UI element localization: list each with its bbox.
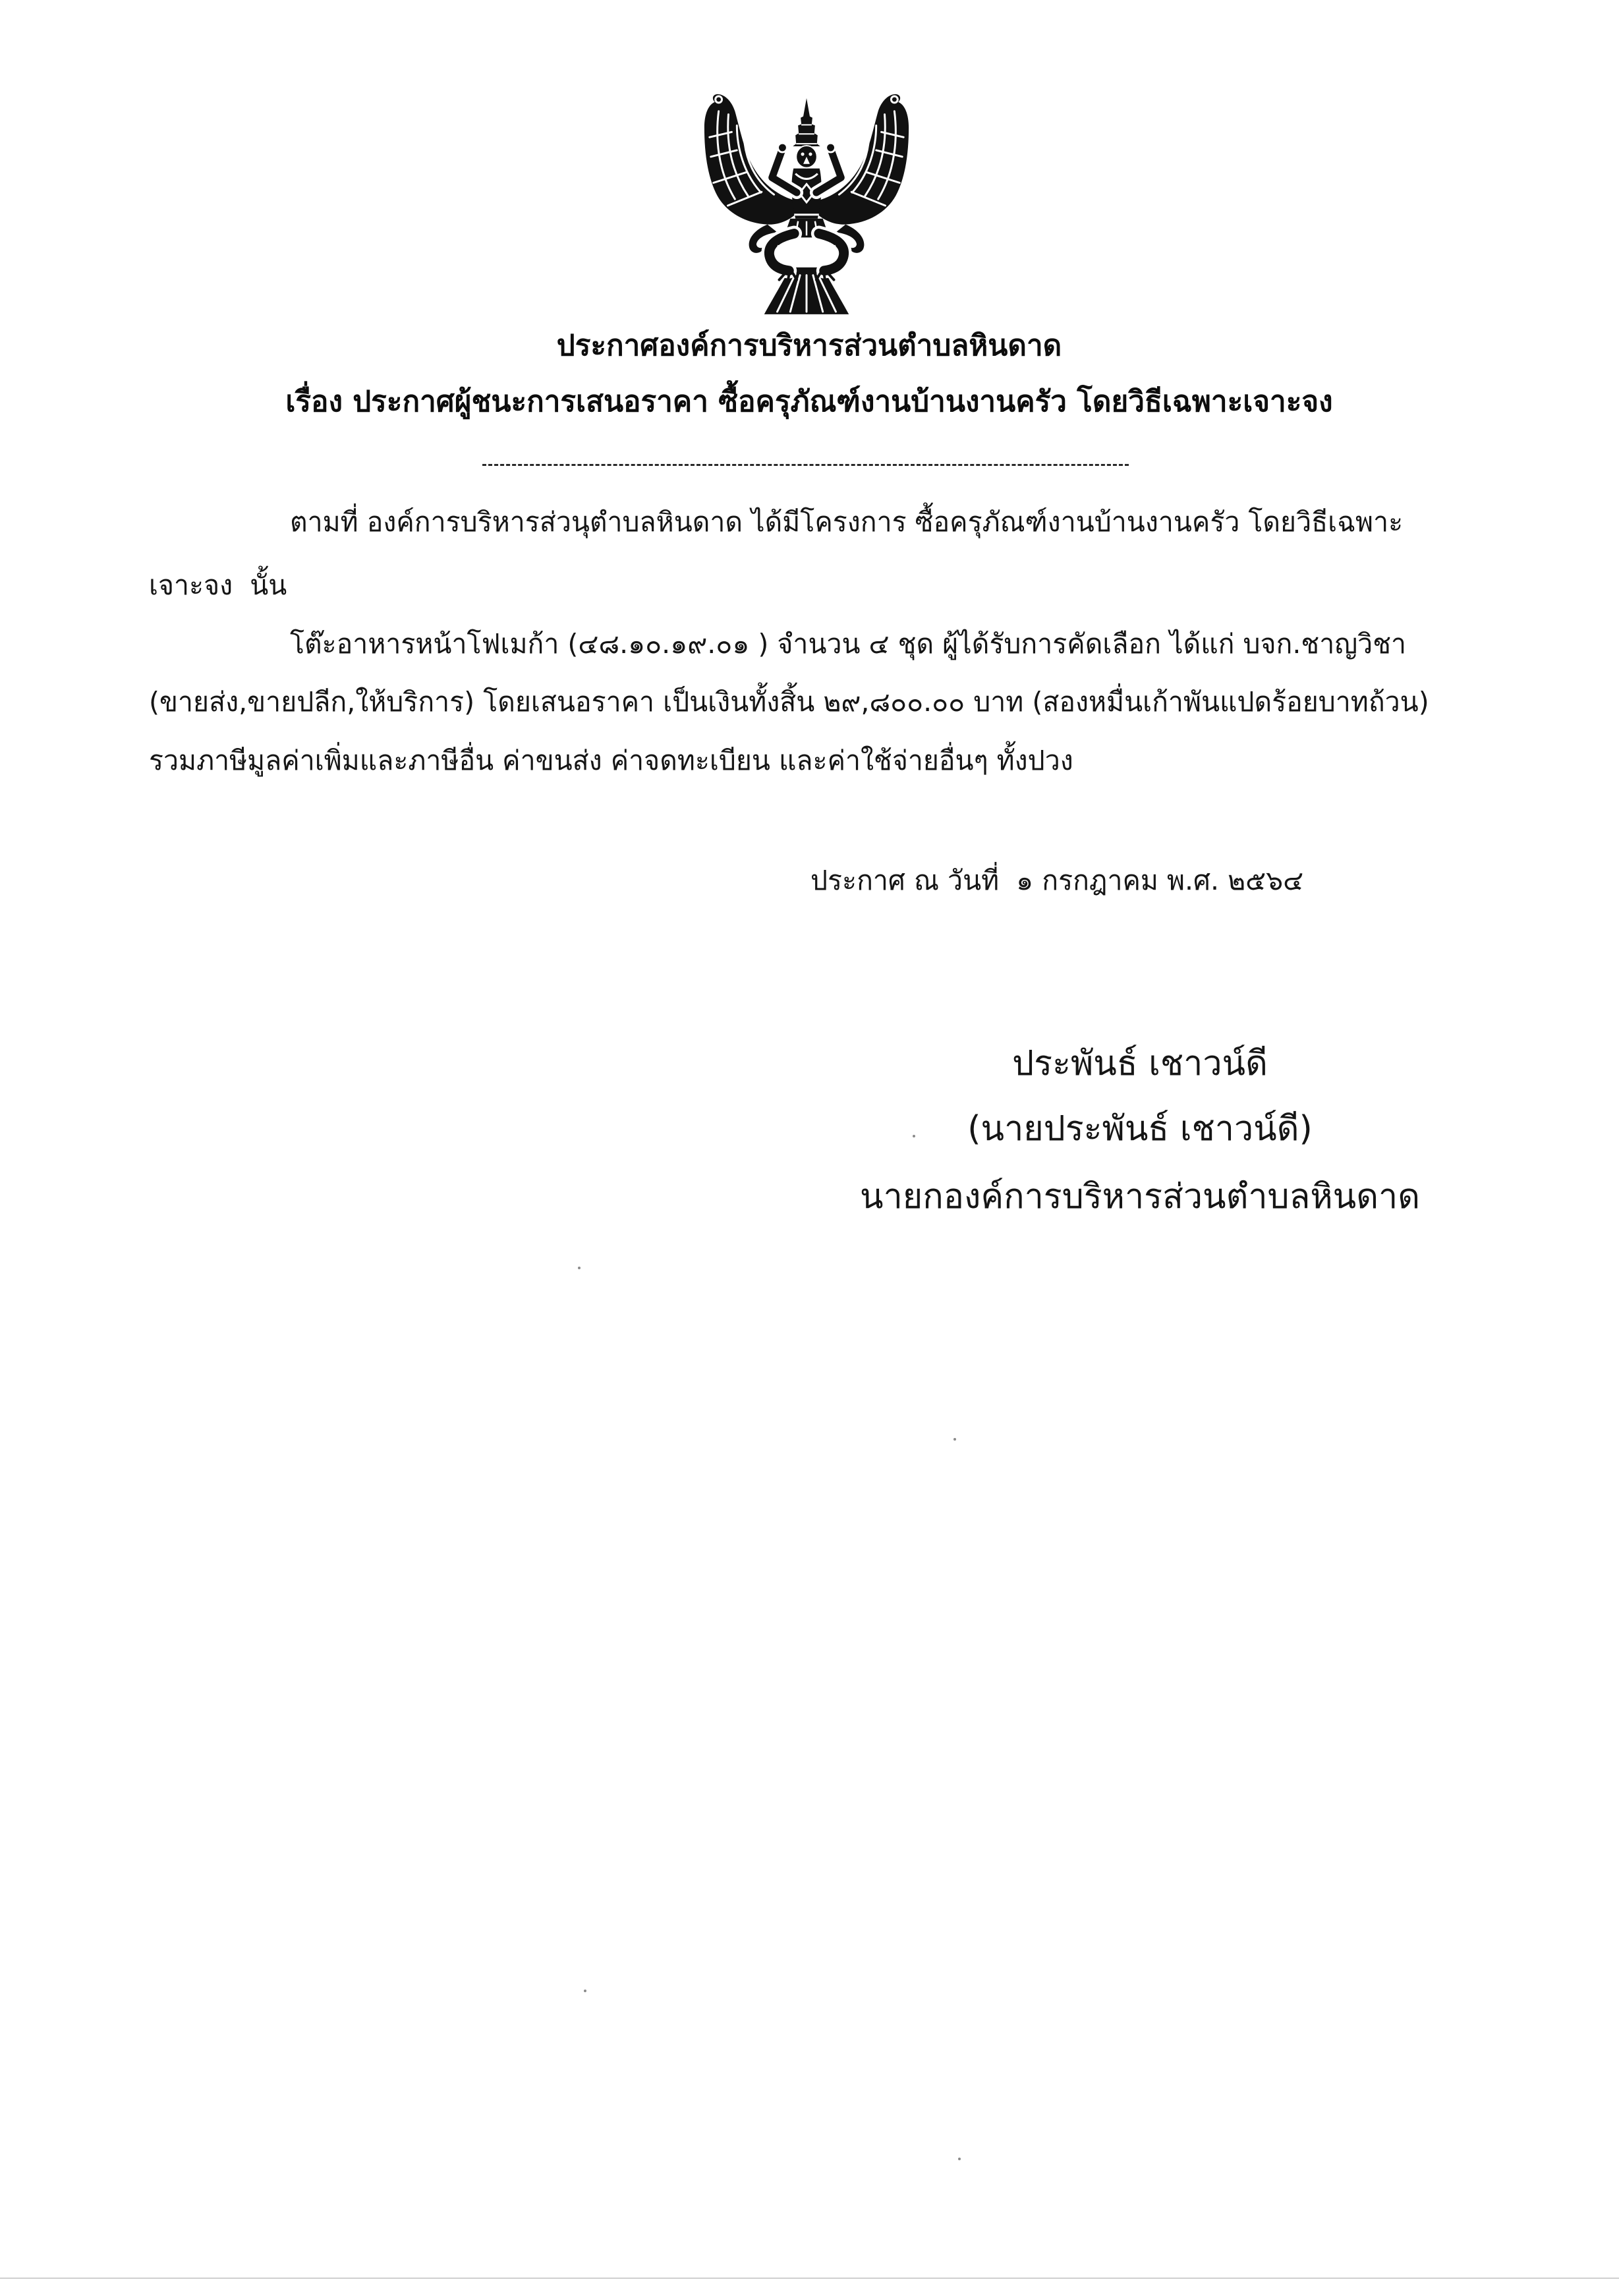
- paragraph-2-line-1: โต๊ะอาหารหน้าโฟเมก้า (๔๘.๑๐.๑๙.๐๑ ) จำนวน ๔ ชุด ผู้ได้รับการคัดเลือก ได้แก่ บจก.ชาญวิชา: [290, 628, 1407, 660]
- paragraph-2-line-2: (ขายส่ง,ขายปลีก,ให้บริการ) โดยเสนอราคา เป็นเงินทั้งสิ้น ๒๙,๘๐๐.๐๐ บาท (สองหมื่นเก้าพันแปดร้อยบาทถ้วน): [149, 686, 1429, 718]
- scan-speck: [578, 1267, 581, 1269]
- scan-speck: [584, 1990, 586, 1992]
- signature-name: ประพันธ์ เชาวน์ดี: [1012, 1044, 1268, 1083]
- header-divider: [482, 464, 1129, 466]
- announcement-date: ประกาศ ณ วันที่ ๑ กรกฎาคม พ.ศ. ๒๕๖๔: [810, 865, 1304, 896]
- scan-speck: [913, 1135, 915, 1137]
- scan-edge-line: [0, 2278, 1619, 2279]
- paragraph-1-line-1: ตามที่ องค์การบริหารส่วนุตำบลหินดาด ได้มีโครงการ ซื้อครุภัณฑ์งานบ้านงานครัว โดยวิธีเฉพาะ: [290, 506, 1404, 538]
- scan-speck: [958, 2158, 961, 2160]
- scan-speck: [953, 1438, 956, 1441]
- paragraph-1-line-2: เจาะจง นั้น: [149, 569, 287, 601]
- paragraph-2-line-3: รวมภาษีมูลค่าเพิ่มและภาษีอื่น ค่าขนส่ง ค่าจดทะเบียน และค่าใช้จ่ายอื่นๆ ทั้งปวง: [149, 745, 1073, 776]
- signatory-position: นายกองค์การบริหารส่วนตำบลหินดาด: [860, 1177, 1420, 1217]
- garuda-emblem-icon: [699, 85, 914, 320]
- announcement-title: ประกาศองค์การบริหารส่วนตำบลหินดาด: [556, 329, 1062, 362]
- signatory-printed-name: (นายประพันธ์ เชาวน์ดี): [967, 1109, 1313, 1149]
- announcement-subject: เรื่อง ประกาศผู้ชนะการเสนอราคา ซื้อครุภัณฑ์งานบ้านงานครัว โดยวิธีเฉพาะเจาะจง: [285, 385, 1333, 418]
